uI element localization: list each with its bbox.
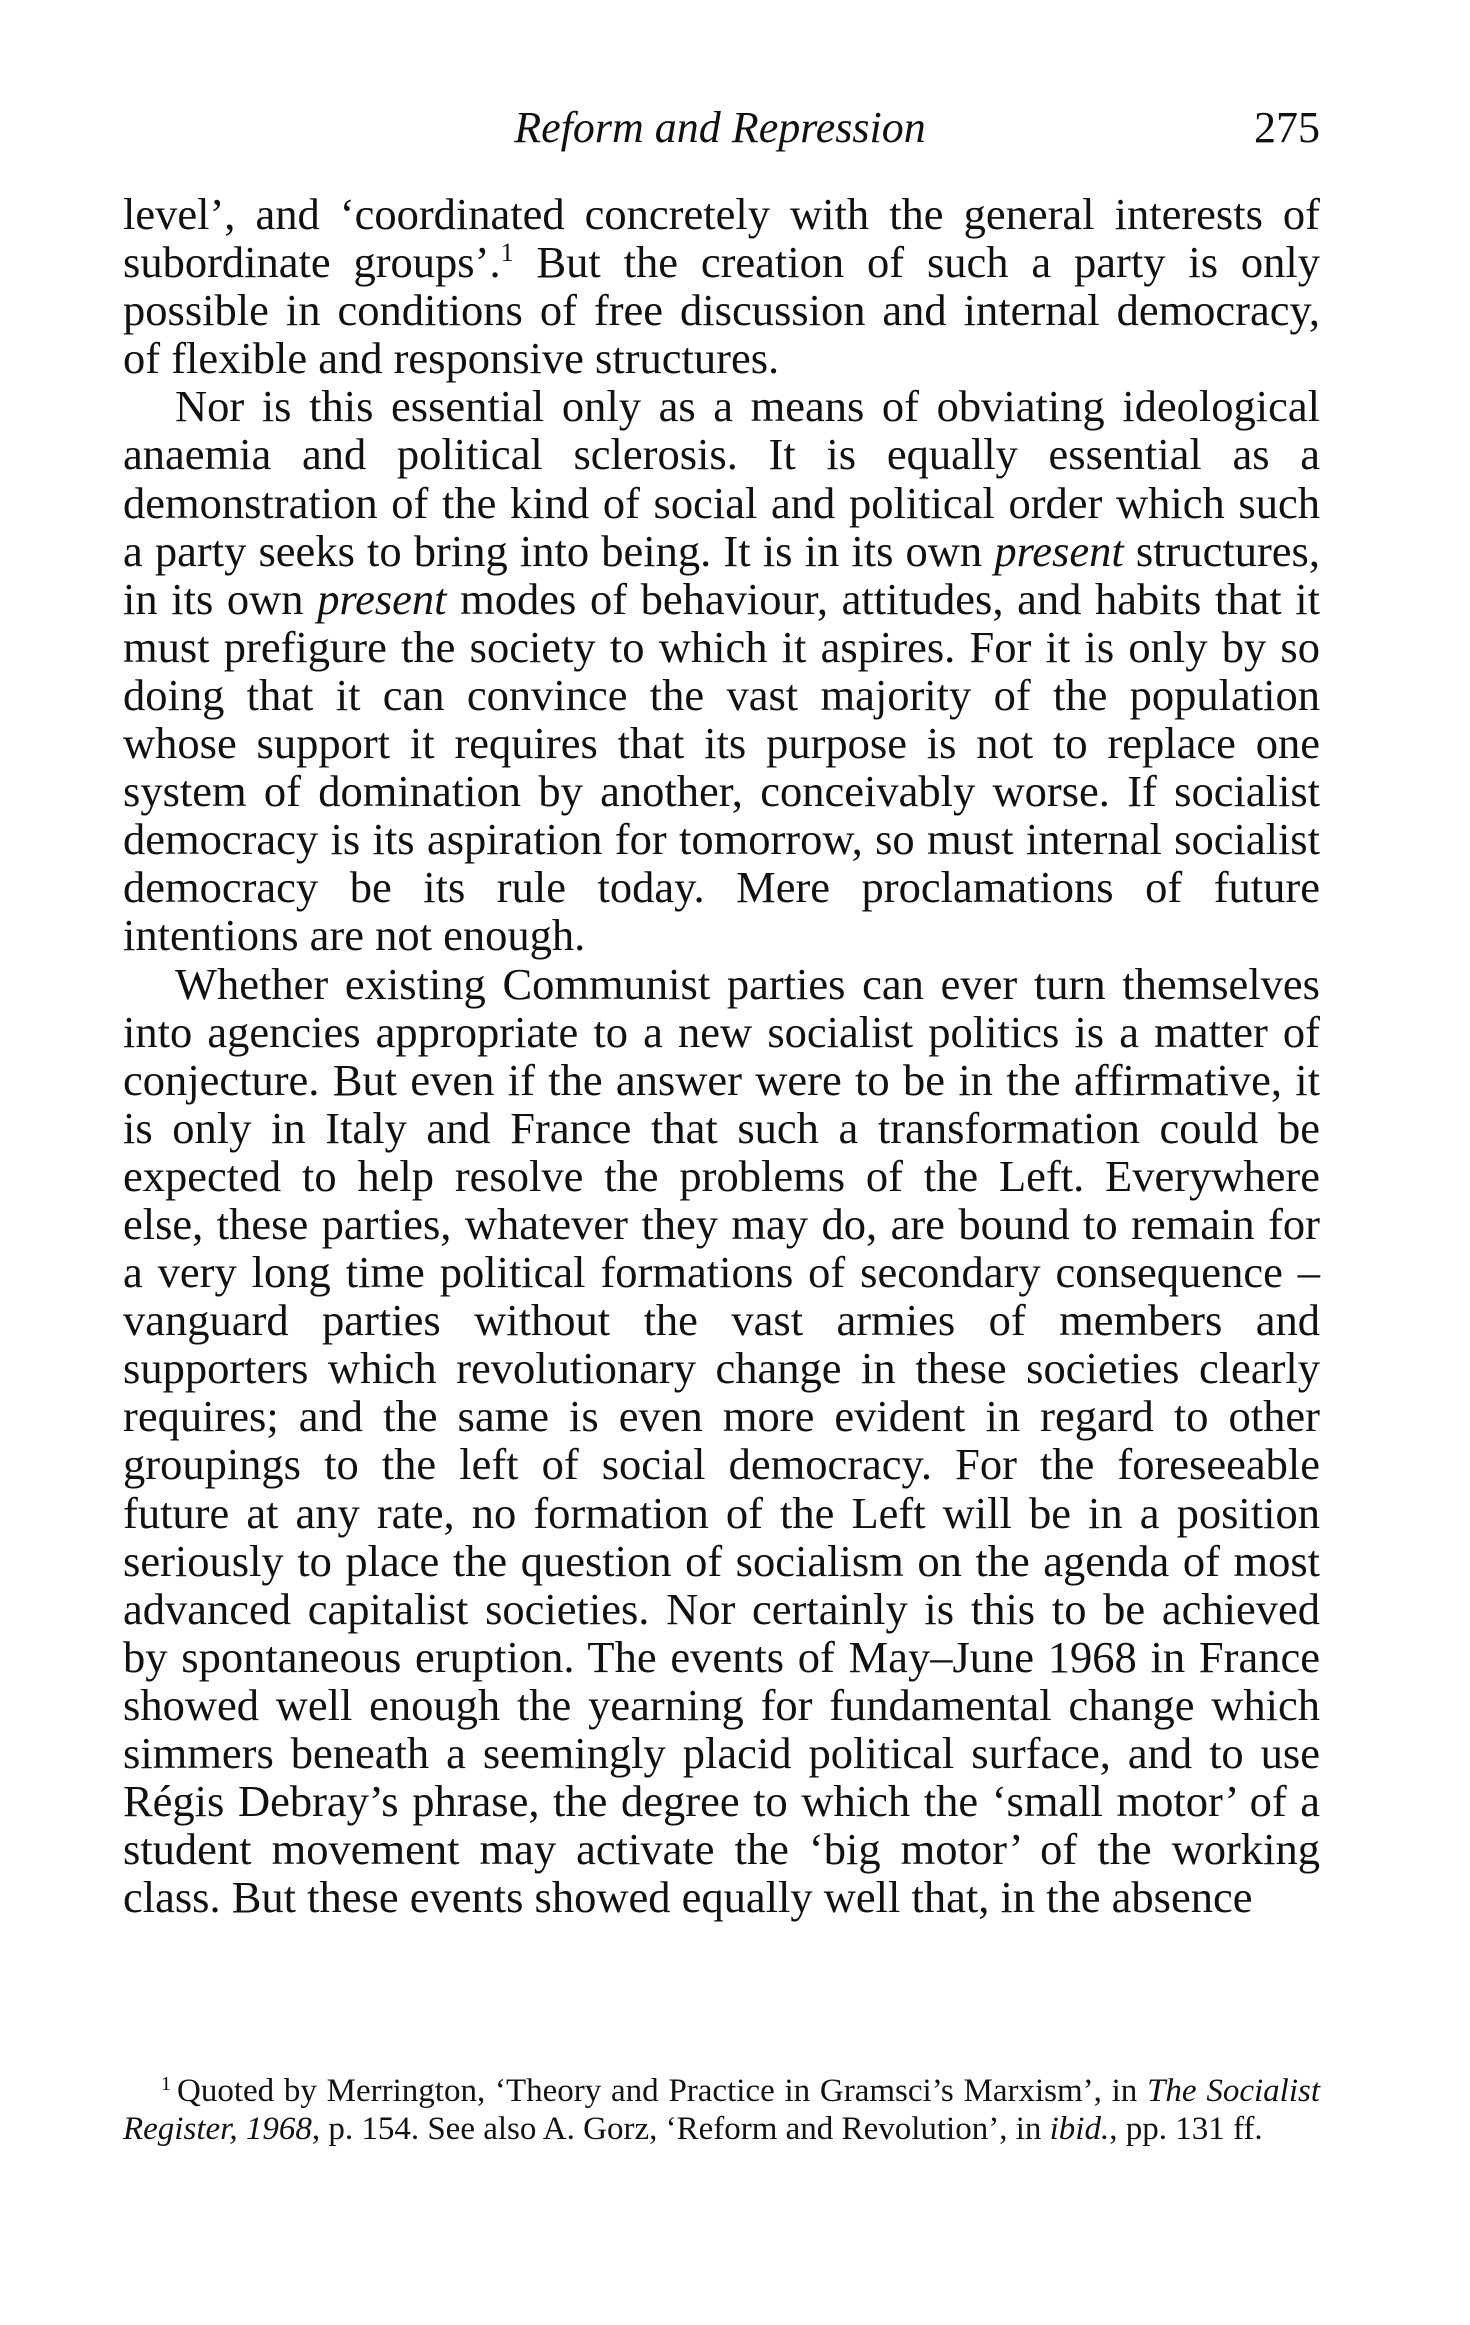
footnote (123, 2072, 1320, 2148)
paragraph (123, 960, 1320, 1922)
text-run: But the creation of such a party is only possible in conditions of free discussion and internal democracy, of flexible and responsive structures. (123, 237, 1321, 384)
text-run: Nor is this essential only as a means of obviating ideological anaemia and political sclerosis. It is equally essential as a demonstration of the kind of social and political order which such a party seeks to bring into being. It is in its own (123, 381, 1320, 576)
footnote-text: , p. 154. See also A. Gorz, ‘Reform and Revolution’, in (311, 2111, 1050, 2147)
running-title: Reform and Repression (514, 103, 926, 152)
text-run: structures, in its own (123, 525, 1320, 624)
paragraph (123, 382, 1320, 959)
page-number: 275 (1254, 103, 1320, 152)
footnote-italic: The Socialist Register, 1968 (123, 2073, 1321, 2147)
paragraph (123, 190, 1320, 382)
footnote-italic: ibid. (1049, 2111, 1110, 2147)
text-run: modes of behaviour, attitudes, and habits that it must prefigure the society to which it aspires. For it is only by so doing that it can convince the vast majority of the population whose support it requires that its purpose is not to replace one system of domination by another, conceivably worse. If socialist democracy is its aspiration for tomorrow, so must internal socialist democracy be its rule today. Mere proclamations of future intentions are not enough. (123, 573, 1321, 961)
body-text (123, 190, 1320, 1921)
text-run: Whether existing Communist parties can ever turn themselves into agencies appropriate to a new socialist politics is a matter of conjecture. But even if the answer were to be in the affirmative, it is only in Italy and France that such a transformation could be expected to help resolve the problems of the Left. Everywhere else, these parties, whatever they may do, are bound to remain for a very long time political formations of secondary consequence – vanguard parties without the vast armies of members and supporters which revolutionary change in these societies clearly requires; and the same is even more evident in regard to other groupings to the left of social democracy. For the foreseeable future at any rate, no formation of the Left will be in a position seriously to place the question of socialism on the agenda of most advanced capitalist societies. Nor certainly is this to be achieved by spontaneous eruption. The events of May–June 1968 in France showed well enough the yearning for fundamental change which simmers beneath a seemingly placid political surface, and to use Régis Debray’s phrase, the degree to which the ‘small motor’ of a student movement may activate the ‘big motor’ of the working class. But these events showed equally well that, in the absence (123, 958, 1320, 1923)
footnote-marker: 1 (161, 2073, 171, 2095)
footnotes (123, 2072, 1320, 2148)
footnote-text: , pp. 131 ff. (1109, 2111, 1263, 2147)
text-run: level’, and ‘coordinated concretely with the general interests of subordinate groups’. (123, 189, 1320, 288)
footnote-text: Quoted by Merrington, ‘Theory and Practice in Gramsci’s Marxism’, in (177, 2073, 1148, 2109)
running-head (120, 98, 1320, 158)
italic-emphasis: present (994, 525, 1124, 576)
footnote-reference: 1 (500, 238, 514, 268)
italic-emphasis: present (317, 573, 447, 624)
